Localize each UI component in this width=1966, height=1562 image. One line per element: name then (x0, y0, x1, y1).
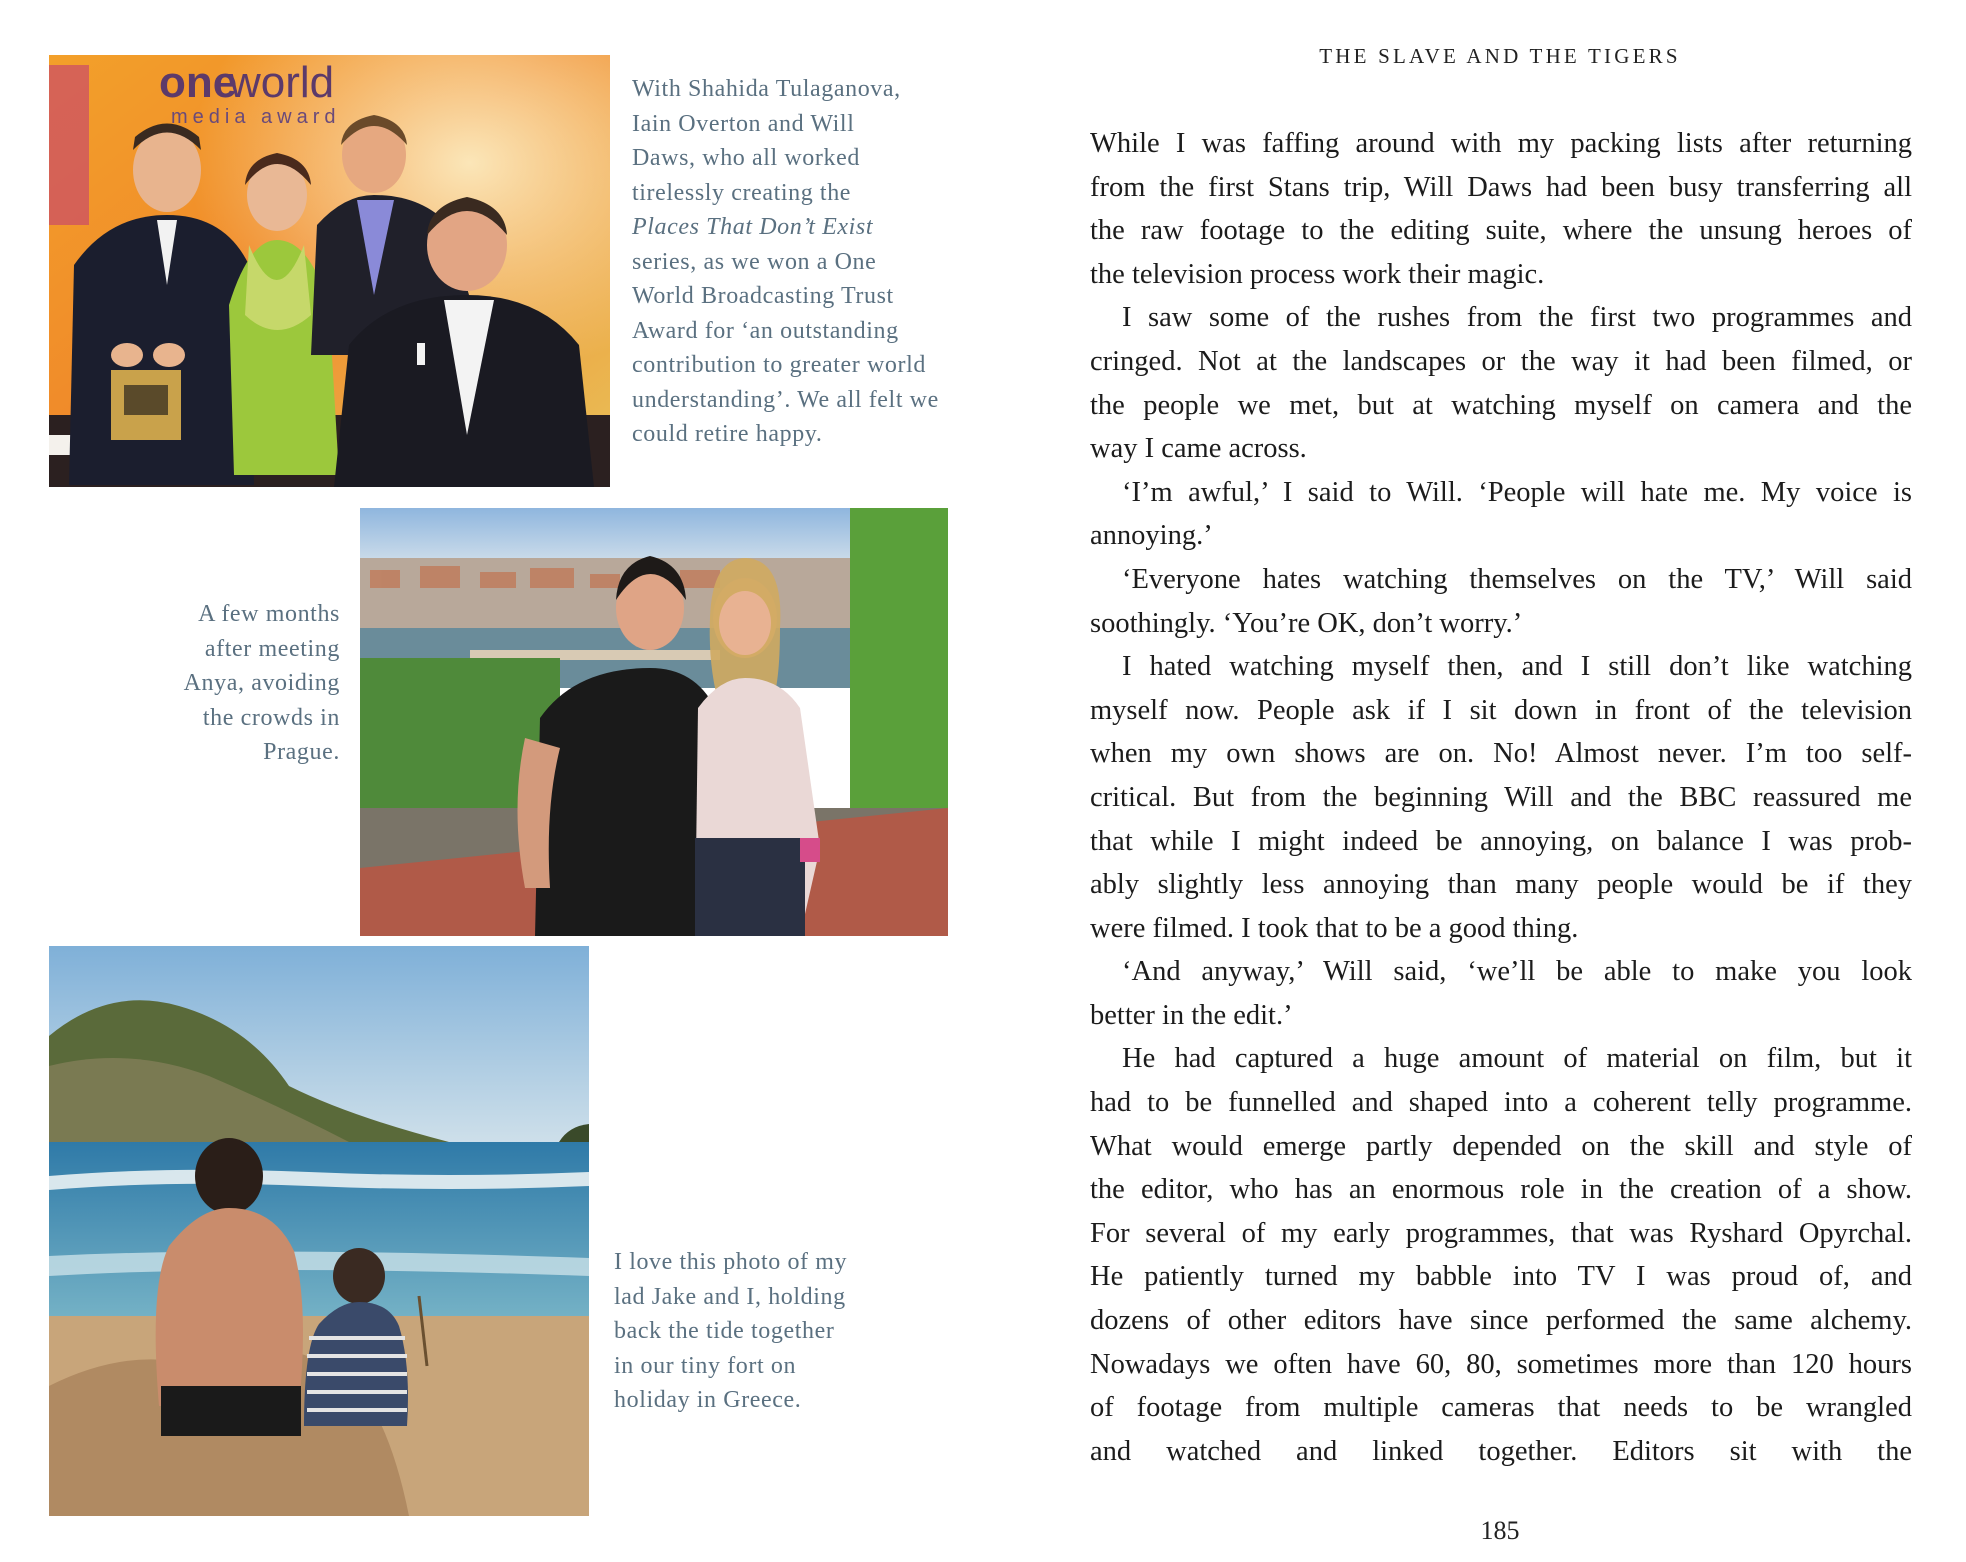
caption-line: lad Jake and I, holding (614, 1283, 846, 1310)
award-ceremony-photo (49, 55, 610, 487)
text-line: ‘I’m awful,’ I said to Will. ‘People will hate me. My voice is (1122, 476, 1912, 508)
logo-word-light: world (229, 58, 335, 107)
text-line: I hated watching myself then, and I still don’t like watching (1122, 651, 1912, 683)
award-ceremony-image (49, 55, 610, 487)
text-line: when my own shows are on. No! Almost never. I’m too self- (1090, 738, 1912, 770)
text-line: Nowadays we often have 60, 80, sometimes more than 120 hours (1090, 1348, 1912, 1380)
text-line: of footage from multiple cameras that needs to be wrangled (1090, 1392, 1912, 1424)
caption-line: With Shahida Tulaganova, (632, 76, 901, 102)
caption-line: in our tiny fort on (614, 1352, 797, 1379)
caption-line: A few months (198, 601, 340, 627)
text-line: cringed. Not at the landscapes or the way it had been filmed, or (1090, 345, 1912, 377)
text-line: myself now. People ask if I sit down in front of the television (1090, 694, 1912, 726)
text-line: the television process work their magic. (1090, 258, 1545, 290)
text-line: ably slightly less annoying than many people would be if they (1090, 869, 1912, 901)
text-line: annoying.’ (1090, 520, 1213, 552)
text-line: from the first Stans trip, Will Daws had been busy transferring all (1090, 171, 1912, 203)
text-line: dozens of other editors have since performed the same alchemy. (1090, 1305, 1912, 1337)
prague-image (360, 508, 948, 936)
caption-line: after meeting (204, 635, 340, 662)
award-photo-caption (632, 72, 939, 452)
text-line: He patiently turned my babble into TV I was proud of, and (1090, 1261, 1912, 1293)
caption-line: tirelessly creating the (632, 179, 852, 206)
caption-line: I love this photo of my (614, 1249, 848, 1275)
text-line: ‘And anyway,’ Will said, ‘we’ll be able to make you look (1122, 956, 1912, 988)
caption-line: the crowds in (202, 704, 340, 731)
text-line: He had captured a huge amount of material on film, but it (1122, 1043, 1912, 1075)
caption-line: Prague. (263, 739, 340, 765)
text-line: What would emerge partly depended on the skill and style of (1090, 1130, 1912, 1162)
text-line: critical. But from the beginning Will and the BBC reassured me (1090, 781, 1912, 813)
text-line: the raw footage to the editing suite, where the unsung heroes of (1090, 215, 1912, 247)
logo-word-bold: one (159, 58, 238, 107)
logo-subtitle: media award (171, 106, 341, 128)
text-line: the people we met, but at watching myself on camera and the (1090, 389, 1912, 421)
greece-beach-photo (49, 946, 589, 1516)
caption-line: holiday in Greece. (614, 1387, 802, 1413)
text-line: were filmed. I took that to be a good thing. (1090, 912, 1579, 944)
caption-line: World Broadcasting Trust (632, 283, 894, 309)
text-line: had to be funnelled and shaped into a coherent telly programme. (1090, 1087, 1912, 1119)
caption-line: Anya, avoiding (183, 670, 340, 696)
caption-line: Daws, who all worked (632, 145, 860, 171)
text-line: For several of my early programmes, that was Ryshard Opyrchal. (1090, 1217, 1912, 1249)
caption-line: series, as we won a One (632, 248, 877, 275)
text-line: way I came across. (1090, 433, 1307, 465)
caption-line: Award for ‘an outstanding (632, 317, 899, 344)
greece-beach-image (49, 946, 589, 1516)
text-line: better in the edit.’ (1090, 999, 1293, 1031)
body-text (1090, 122, 1912, 1473)
text-line: While I was faffing around with my packing lists after returning (1090, 128, 1912, 159)
caption-line: Iain Overton and Will (632, 110, 855, 137)
text-line: the editor, who has an enormous role in the creation of a show. (1090, 1174, 1912, 1206)
series-title: Places That Don’t Exist (632, 214, 874, 240)
page-number: 185 (1480, 1516, 1520, 1545)
caption-line: back the tide together (614, 1318, 835, 1344)
text-line: that while I might indeed be annoying, on balance I was prob- (1090, 825, 1912, 857)
text-line: ‘Everyone hates watching themselves on the TV,’ Will said (1122, 563, 1912, 595)
prague-photo (360, 508, 948, 936)
caption-line: could retire happy. (632, 421, 823, 447)
caption-line: contribution to greater world (632, 352, 926, 378)
running-head: THE SLAVE AND THE TIGERS (1319, 44, 1681, 68)
greece-photo-caption (614, 1245, 847, 1418)
text-line: and watched and linked together. Editors sit with the (1090, 1435, 1912, 1467)
text-line: soothingly. ‘You’re OK, don’t worry.’ (1090, 607, 1523, 639)
prague-photo-caption (150, 597, 340, 770)
text-line: I saw some of the rushes from the first two programmes and (1122, 302, 1912, 334)
caption-line: understanding’. We all felt we (632, 386, 939, 413)
caption-line-italic-title (632, 210, 939, 245)
